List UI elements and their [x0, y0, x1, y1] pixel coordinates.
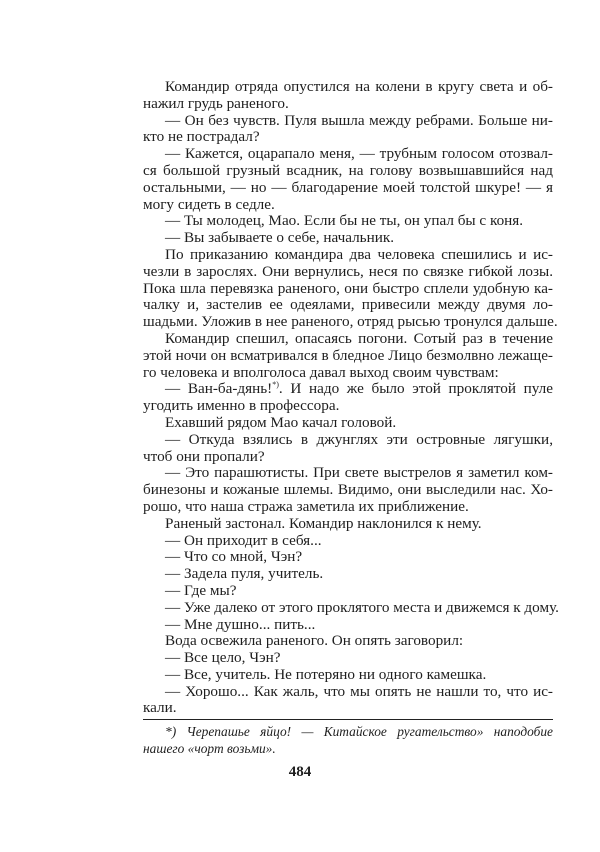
text-line	[143, 516, 553, 533]
text-line	[143, 146, 553, 163]
line-text: остальными, — но — благодарение моей толстой шкуре! — я	[143, 178, 553, 196]
line-text: — Откуда взялись в джунглях эти островные лягушки,	[165, 430, 553, 448]
text-line	[143, 281, 553, 298]
text-line	[143, 432, 553, 449]
line-text: шадьми. Уложив в нее раненого, отряд рысью тронулся дальше.	[143, 313, 558, 331]
line-text: — Ты молодец, Мао. Если бы не ты, он упал бы с коня.	[165, 212, 524, 230]
line-text: Вода освежила раненого. Он опять заговорил:	[165, 632, 464, 650]
line-text: нажил грудь раненого.	[143, 94, 289, 112]
line-text: — Мне душно... пить...	[165, 615, 316, 633]
text-line	[143, 549, 553, 566]
line-text: могу сидеть в седле.	[143, 195, 275, 213]
text-line	[143, 415, 553, 432]
line-text: Ехавший рядом Мао качал головой.	[165, 413, 397, 431]
line-text: — Все, учитель. Не потеряно ни одного камешка.	[165, 665, 487, 683]
line-text: — Вы забываете о себе, начальник.	[165, 229, 395, 247]
text-line	[143, 598, 559, 617]
line-text: ся большой грузный всадник, на голову возвышавшийся над	[143, 161, 553, 179]
text-line	[143, 163, 553, 180]
line-text: — Он без чувств. Пуля вышла между ребрами. Больше ни-	[165, 111, 553, 129]
text-line	[143, 700, 553, 717]
text-line	[143, 297, 553, 314]
page-number: 484	[288, 764, 312, 780]
line-text: — Кажется, оцарапало меня, — трубным голосом отозвал-	[165, 145, 553, 163]
line-text: — Ван-ба-дянь!	[165, 380, 273, 398]
line-text: — Хорошо... Как жаль, что мы опять не нашли то, что ис-	[165, 682, 553, 700]
text-line	[143, 348, 553, 365]
line-text: — Что со мной, Чэн?	[165, 548, 303, 566]
text-line	[143, 617, 553, 634]
line-text: *) Черепашье яйцо! — Китайское ругательство» наподобие	[165, 724, 553, 739]
footnote	[143, 723, 553, 757]
text-line	[143, 213, 553, 230]
line-text: По приказанию командира два человека спешились и ис-	[165, 245, 553, 263]
footnote-divider	[143, 719, 553, 720]
text-line	[143, 331, 553, 348]
text-line	[143, 465, 553, 482]
text-line	[143, 96, 553, 113]
text-line	[143, 482, 553, 499]
line-text: чалку и, застелив ее одеялами, привесили между двумя ло-	[143, 296, 553, 314]
text-line	[143, 449, 553, 466]
text-line	[143, 247, 553, 264]
text-line	[143, 129, 553, 146]
line-text: — Это парашютисты. При свете выстрелов я заметил ком-	[165, 464, 553, 482]
text-line	[143, 684, 553, 701]
line-text: бинезоны и кожаные шлемы. Видимо, они выследили нас. Хо-	[143, 481, 553, 499]
footnote-marker: *)	[272, 380, 279, 390]
line-text: этой ночи он всматривался в бледное Лицо безмолвно лежаще-	[143, 346, 553, 364]
line-text: . И надо же было этой проклятой пуле	[278, 380, 553, 398]
text-line	[143, 740, 553, 757]
text-line	[143, 79, 553, 96]
line-text: — Где мы?	[165, 581, 237, 599]
text-line	[143, 650, 553, 667]
text-line	[143, 180, 553, 197]
line-text: — Он приходит в себя...	[165, 531, 322, 549]
line-text: Пока шла перевязка раненого, они быстро сплели удобную ка-	[143, 279, 553, 297]
line-text: го человека и вполголоса давал выход своим чувствам:	[143, 363, 499, 381]
line-text: кали.	[143, 699, 177, 717]
line-text: угодить именно в профессора.	[143, 397, 340, 415]
text-line	[143, 667, 553, 684]
text-line	[143, 230, 553, 247]
text-line	[143, 264, 553, 281]
text-line	[143, 583, 553, 600]
text-line	[143, 113, 553, 130]
text-line	[143, 566, 553, 583]
line-text: Командир спешил, опасаясь погони. Сотый раз в течение	[165, 329, 553, 347]
line-text: — Уже далеко от этого проклятого места и движемся к дому.	[165, 598, 559, 616]
text-line	[143, 365, 553, 382]
text-line	[143, 499, 553, 516]
line-text: нашего «чорт возьми».	[143, 741, 276, 756]
line-text: чезли в зарослях. Они вернулись, неся по связке гибкой лозы.	[143, 262, 553, 280]
line-text: рошо, что наша стража заметила их приближение.	[143, 497, 469, 515]
text-line	[143, 723, 553, 740]
body-text	[143, 78, 559, 717]
line-text: чтоб они пропали?	[143, 447, 265, 465]
line-text: — Все цело, Чэн?	[165, 649, 281, 667]
text-line	[143, 398, 553, 415]
text-line	[143, 313, 558, 331]
line-text: Раненый застонал. Командир наклонился к нему.	[165, 514, 482, 532]
text-line	[143, 533, 553, 550]
text-line	[143, 381, 553, 398]
line-text: Командир отряда опустился на колени в кругу света и об-	[165, 78, 553, 95]
text-line	[143, 197, 553, 214]
line-text: — Задела пуля, учитель.	[165, 565, 324, 583]
text-line	[143, 633, 553, 650]
line-text: кто не пострадал?	[143, 128, 260, 146]
